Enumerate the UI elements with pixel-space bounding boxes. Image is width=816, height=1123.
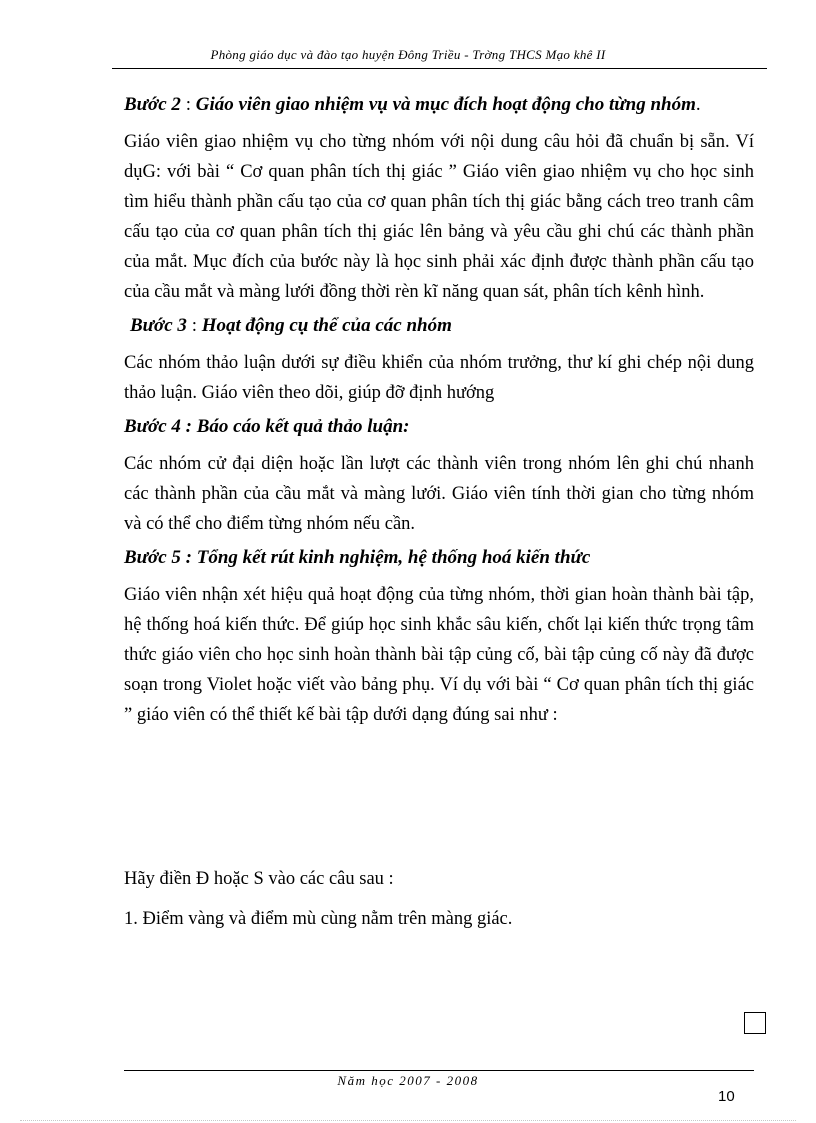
step-3-label: Bước 3 [130, 315, 187, 336]
step-3-separator: : [186, 315, 202, 336]
step-2-heading [124, 90, 754, 119]
footer-divider [124, 1070, 754, 1071]
answer-checkbox-1[interactable] [744, 1012, 766, 1034]
step-2-title: Giáo viên giao nhiệm vụ và mục đích hoạt động cho từng nhóm [195, 94, 696, 115]
header-divider [112, 68, 767, 69]
step-2-period: . [695, 94, 701, 115]
step-3-body: Các nhóm thảo luận dưới sự điều khiển của nhóm trưởng, thư kí ghi chép nội dung thảo luận. Giáo viên theo dõi, giúp đỡ định hướng [124, 353, 754, 403]
step-2-label: Bước 2 [124, 94, 181, 115]
exercise-instruction: Hãy điền Đ hoặc S vào các câu sau : [124, 869, 394, 889]
step-2-separator: : [180, 94, 196, 115]
step-4-heading: Bước 4 : Báo cáo kết quả thảo luận: [124, 416, 410, 437]
step-4-body: Các nhóm cử đại diện hoặc lần lượt các thành viên trong nhóm lên ghi chú nhanh các thành phần của cầu mắt và màng lưới. Giáo viên tính thời gian cho từng nhóm và có thể cho điểm từng nhóm nếu cần. [124, 454, 754, 534]
step-3-heading [124, 311, 754, 340]
blank-space [124, 734, 754, 864]
step-2-body: Giáo viên giao nhiệm vụ cho từng nhóm với nội dung câu hỏi đã chuẩn bị sẵn. Ví dụG: với bài “ Cơ quan phân tích thị giác ” Giáo viên giao nhiệm vụ cho học sinh tìm hiểu thành phần cấu tạo của cơ quan phân tích thị giác bằng cách treo tranh câm cấu tạo của cơ quan phân tích thị giác lên bảng và yêu cầu ghi chú các thành phần của mắt. Mục đích của bước này là học sinh phải xác định được thành phần cấu tạo của cầu mắt và màng lưới đồng thời rèn kĩ năng quan sát, phân tích kênh hình. [124, 132, 754, 302]
page-footer: Năm học 2007 - 2008 [337, 1073, 479, 1088]
step-5-heading: Bước 5 : Tổng kết rút kinh nghiệm, hệ thống hoá kiến thức [124, 547, 591, 568]
exercise-question-1: 1. Điểm vàng và điểm mù cùng nằm trên màng giác. [124, 909, 513, 929]
page-header: Phòng giáo dục và đào tạo huyện Đông Triều - Trờng THCS Mạo khê II [210, 47, 606, 62]
step-3-title: Hoạt động cụ thể của các nhóm [201, 315, 452, 336]
page-edge-dots [20, 1120, 796, 1121]
step-5-body: Giáo viên nhận xét hiệu quả hoạt động của từng nhóm, thời gian hoàn thành bài tập, hệ thống hoá kiến thức. Để giúp học sinh khắc sâu kiến, chốt lại kiến thức trọng tâm thức giáo viên cho học sinh hoàn thành bài tập củng cố, bài tập củng cố này đã được soạn trong Violet hoặc viết vào bảng phụ. Ví dụ với bài “ Cơ quan phân tích thị giác ” giáo viên có thể thiết kế bài tập dưới dạng đúng sai như : [124, 585, 754, 725]
document-body [124, 90, 754, 934]
page-number: 10 [718, 1088, 735, 1105]
